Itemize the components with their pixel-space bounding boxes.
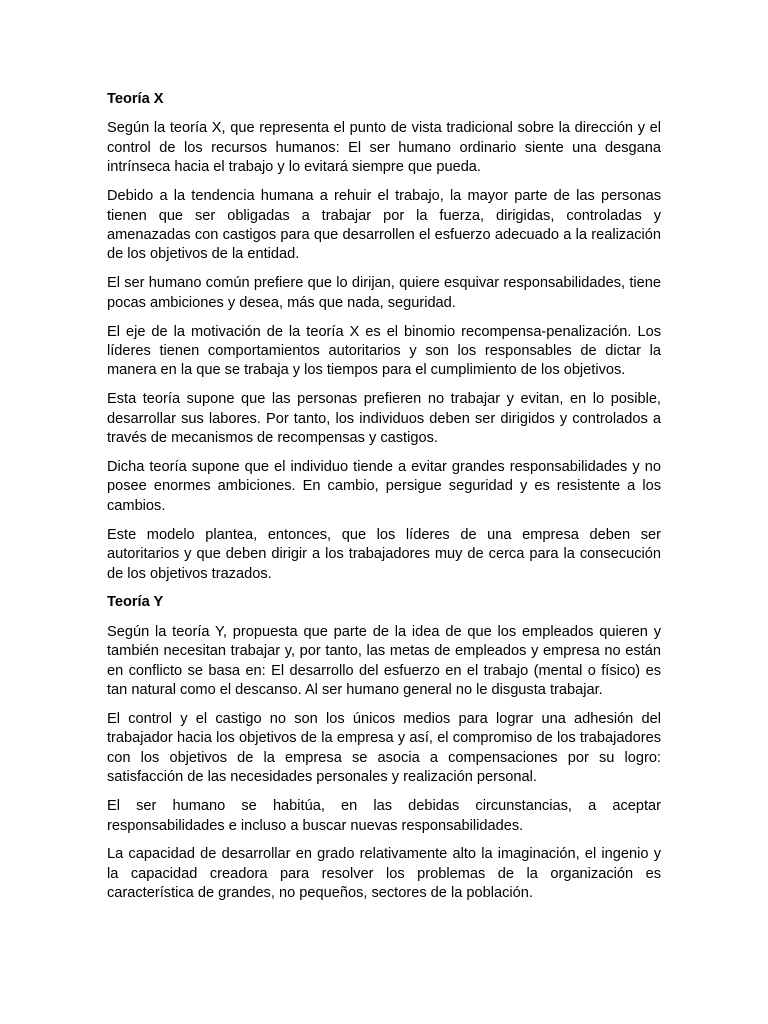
paragraph: Este modelo plantea, entonces, que los líderes de una empresa deben ser autoritarios y que deben dirigir a los trabajadores muy de cerca para la consecución de los objetivos trazados. [107,526,661,582]
section-heading-teoria-y: Teoría Y [107,594,164,611]
paragraph: Esta teoría supone que las personas prefieren no trabajar y evitan, en lo posible, desarrollar sus labores. Por tanto, los individuos deben ser dirigidos y controlados a través de mecanismos de recompensas y castigos. [107,391,661,447]
paragraph: El control y el castigo no son los únicos medios para lograr una adhesión del trabajador hacia los objetivos de la empresa y así, el compromiso de los trabajadores con los objetivos de la empresa se asocia a compensaciones por su logro: satisfacción de las necesidades personales y realización personal. [107,710,661,786]
paragraph: El ser humano común prefiere que lo dirijan, quiere esquivar responsabilidades, tiene pocas ambiciones y desea, más que nada, seguridad. [107,275,661,311]
paragraph: Según la teoría Y, propuesta que parte de la idea de que los empleados quieren y también necesitan trabajar y, por tanto, las metas de empleados y empresa no están en conflicto se basa en: El desarrollo del esfuerzo en el trabajo (mental o físico) es tan natural como el descanso. Al ser humano general no le disgusta trabajar. [107,623,661,699]
paragraph: Dicha teoría supone que el individuo tiende a evitar grandes responsabilidades y no posee enormes ambiciones. En cambio, persigue seguridad y es resistente a los cambios. [107,459,661,514]
section-heading-teoria-x: Teoría X [107,91,164,107]
paragraph: El ser humano se habitúa, en las debidas circunstancias, a aceptar responsabilidades e incluso a buscar nuevas responsabilidades. [107,798,661,834]
paragraph: Debido a la tendencia humana a rehuir el trabajo, la mayor parte de las personas tienen que ser obligadas a trabajar por la fuerza, dirigidas, controladas y amenazadas con castigos para que desarrollen el esfuerzo adecuado a la realización de los objetivos de la entidad. [107,188,661,263]
paragraph: Según la teoría X, que representa el punto de vista tradicional sobre la dirección y el control de los recursos humanos: El ser humano ordinario siente una desgana intrínseca hacia el trabajo y lo evitará siempre que pueda. [107,120,661,176]
paragraph: El eje de la motivación de la teoría X es el binomio recompensa-penalización. Los líderes tienen comportamientos autoritarios y son los responsables de dictar la manera en la que se trabaja y los tiempos para el cumplimiento de los objetivos. [107,323,661,379]
document-page [107,90,661,913]
paragraph: La capacidad de desarrollar en grado relativamente alto la imaginación, el ingenio y la capacidad creadora para resolver los problemas de la organización es característica de grandes, no pequeños, sectores de la población. [107,846,661,902]
